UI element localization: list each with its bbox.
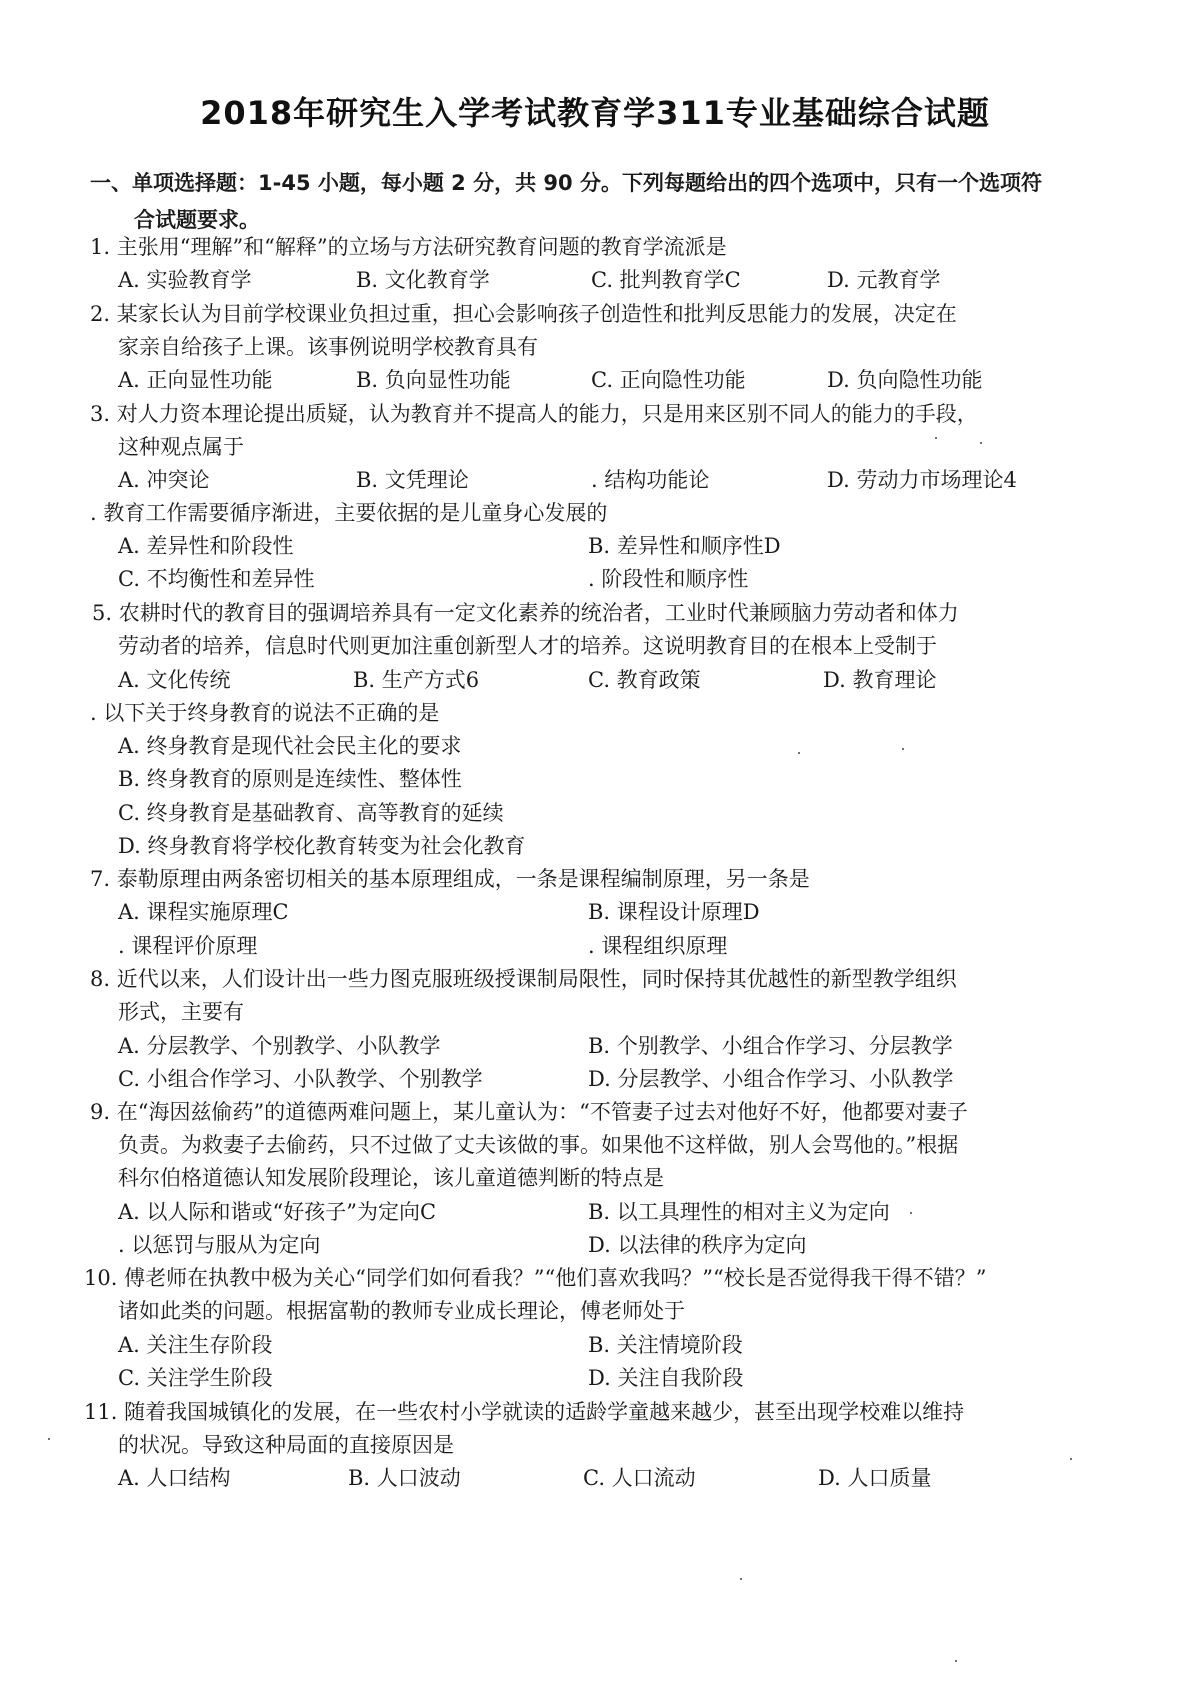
question-3-option-a: A. 冲突论 (118, 468, 210, 492)
question-5-option-c: C. 教育政策 (588, 668, 701, 692)
scan-speck (955, 1660, 957, 1662)
question-2-option-d: D. 负向隐性功能 (827, 368, 983, 392)
question-3-stem-cont: 这种观点属于 (118, 435, 244, 459)
question-2-option-b: B. 负向显性功能 (356, 368, 511, 392)
question-5-stem: 5. 农耕时代的教育目的强调培养具有一定文化素养的统治者，工业时代兼顾脑力劳动者和体力 (92, 601, 959, 625)
section-heading-line-1: 一、单项选择题：1-45 小题，每小题 2 分，共 90 分。下列每题给出的四个选项中，只有一个选项符 (90, 171, 1042, 195)
question-11-stem: 11. 随着我国城镇化的发展，在一些农村小学就读的适龄学童越来越少，甚至出现学校难以维持 (84, 1400, 965, 1424)
question-9-stem-cont-1: 负责。为救妻子去偷药，只不过做了丈夫该做的事。如果他不这样做，别人会骂他的。”根据 (118, 1133, 959, 1157)
question-8-option-a: A. 分层教学、个别教学、小队教学 (118, 1034, 441, 1058)
question-6-option-b: B. 终身教育的原则是连续性、整体性 (118, 767, 462, 791)
question-10-stem-cont: 诸如此类的问题。根据富勒的教师专业成长理论，傅老师处于 (118, 1299, 685, 1323)
question-4-option-c: C. 不均衡性和差异性 (118, 567, 315, 591)
question-10-option-d: D. 关注自我阶段 (588, 1366, 744, 1390)
page-title: 2018年研究生入学考试教育学311专业基础综合试题 (200, 94, 990, 132)
question-9-stem: 9. 在“海因兹偷药”的道德两难问题上，某儿童认为：“不管妻子过去对他好不好，他都要对妻子 (90, 1100, 968, 1124)
question-6-option-d: D. 终身教育将学校化教育转变为社会化教育 (118, 834, 526, 858)
scan-speck (980, 442, 982, 444)
question-10-stem: 10. 傅老师在执教中极为关心“同学们如何看我？”“他们喜欢我吗？”“校长是否觉得我干得不错？” (84, 1266, 987, 1290)
scan-speck (740, 1578, 742, 1580)
question-1-option-d: D. 元教育学 (827, 268, 941, 292)
question-2-stem-cont: 家亲自给孩子上课。该事例说明学校教育具有 (118, 335, 538, 359)
question-11-option-c: C. 人口流动 (583, 1466, 696, 1490)
question-11-option-d: D. 人口质量 (818, 1466, 932, 1490)
question-6-option-a: A. 终身教育是现代社会民主化的要求 (118, 734, 462, 758)
question-5-stem-cont: 劳动者的培养，信息时代则更加注重创新型人才的培养。这说明教育目的在根本上受制于 (118, 634, 937, 658)
question-9-stem-cont-2: 科尔伯格道德认知发展阶段理论，该儿童道德判断的特点是 (118, 1166, 664, 1190)
scan-speck (935, 437, 937, 439)
question-1-option-a: A. 实验教育学 (118, 268, 252, 292)
scan-speck (798, 752, 800, 754)
question-9-option-b: B. 以工具理性的相对主义为定向 (588, 1200, 890, 1224)
question-3-option-d: D. 劳动力市场理论4 (827, 468, 1017, 492)
question-3-stem: 3. 对人力资本理论提出质疑，认为教育并不提高人的能力，只是用来区别不同人的能力的手段， (90, 402, 978, 426)
question-4-option-b: B. 差异性和顺序性D (588, 534, 781, 558)
question-5-option-a: A. 文化传统 (118, 668, 231, 692)
question-10-option-a: A. 关注生存阶段 (118, 1333, 273, 1357)
scan-speck (910, 1212, 912, 1214)
question-11-option-a: A. 人口结构 (118, 1466, 231, 1490)
question-8-option-c: C. 小组合作学习、小队教学、个别教学 (118, 1067, 483, 1091)
scan-speck (1070, 1458, 1072, 1460)
question-3-option-c: . 结构功能论 (591, 468, 710, 492)
question-10-option-c: C. 关注学生阶段 (118, 1366, 273, 1390)
question-11-stem-cont: 的状况。导致这种局面的直接原因是 (118, 1433, 454, 1457)
question-1-option-b: B. 文化教育学 (356, 268, 490, 292)
question-4-stem: . 教育工作需要循序渐进，主要依据的是儿童身心发展的 (90, 501, 608, 525)
question-10-option-b: B. 关注情境阶段 (588, 1333, 743, 1357)
question-7-option-c: . 课程评价原理 (118, 934, 258, 958)
question-7-option-b: B. 课程设计原理D (588, 900, 760, 924)
question-8-stem: 8. 近代以来，人们设计出一些力图克服班级授课制局限性，同时保持其优越性的新型教学组织 (90, 967, 957, 991)
question-1-option-c: C. 批判教育学C (591, 268, 741, 292)
scan-speck (902, 748, 904, 750)
question-6-option-c: C. 终身教育是基础教育、高等教育的延续 (118, 801, 504, 825)
question-8-option-b: B. 个别教学、小组合作学习、分层教学 (588, 1034, 953, 1058)
section-heading-line-2: 合试题要求。 (134, 208, 260, 232)
question-8-stem-cont: 形式，主要有 (118, 1000, 244, 1024)
question-6-stem: . 以下关于终身教育的说法不正确的是 (90, 701, 440, 725)
question-4-option-d: . 阶段性和顺序性 (588, 567, 749, 591)
question-8-option-d: D. 分层教学、小组合作学习、小队教学 (588, 1067, 954, 1091)
question-9-option-c: . 以惩罚与服从为定向 (118, 1233, 321, 1257)
question-7-option-a: A. 课程实施原理C (118, 900, 289, 924)
question-9-option-a: A. 以人际和谐或“好孩子”为定向C (118, 1200, 437, 1224)
question-5-option-d: D. 教育理论 (823, 668, 937, 692)
section-heading (90, 165, 1100, 239)
question-3-option-b: B. 文凭理论 (356, 468, 469, 492)
question-7-option-d: . 课程组织原理 (588, 934, 728, 958)
question-4-option-a: A. 差异性和阶段性 (118, 534, 294, 558)
scan-speck (48, 1438, 50, 1440)
question-2-option-c: C. 正向隐性功能 (591, 368, 746, 392)
question-2-option-a: A. 正向显性功能 (118, 368, 273, 392)
question-7-stem: 7. 泰勒原理由两条密切相关的基本原理组成，一条是课程编制原理，另一条是 (90, 867, 810, 891)
question-2-stem: 2. 某家长认为目前学校课业负担过重，担心会影响孩子创造性和批判反思能力的发展，决定在 (90, 302, 957, 326)
question-9-option-d: D. 以法律的秩序为定向 (588, 1233, 807, 1257)
question-11-option-b: B. 人口波动 (348, 1466, 461, 1490)
question-5-option-b: B. 生产方式6 (353, 668, 480, 692)
question-1-stem: 1. 主张用“理解”和“解释”的立场与方法研究教育问题的教育学流派是 (90, 235, 727, 259)
